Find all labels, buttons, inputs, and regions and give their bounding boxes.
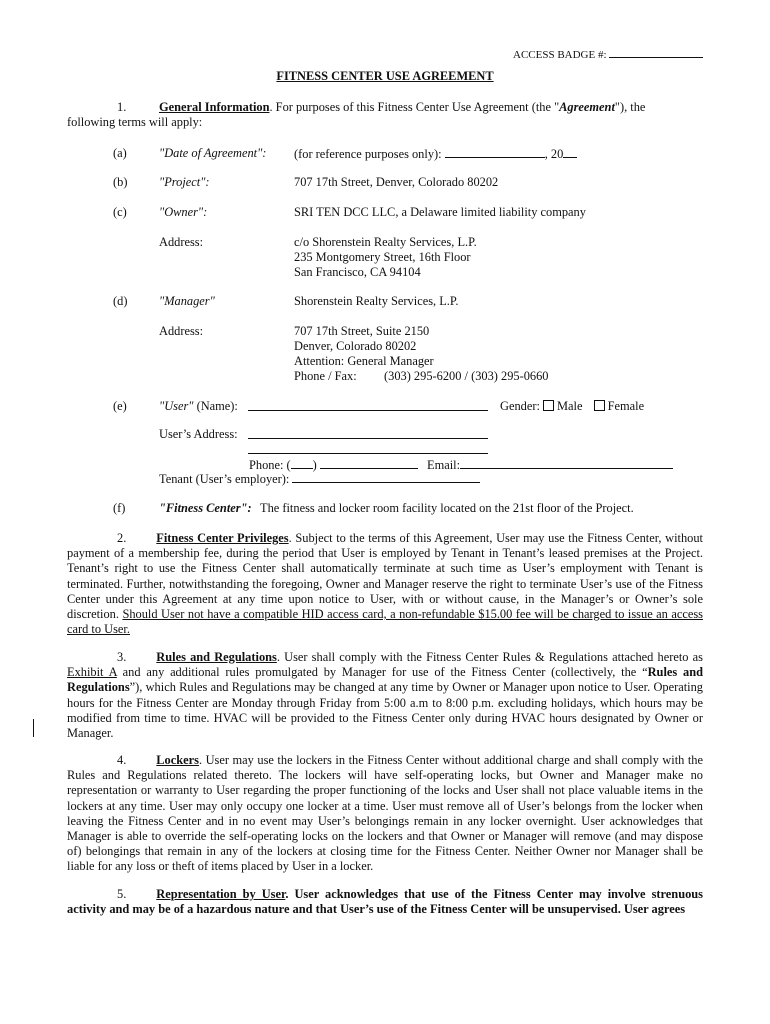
- male-label: Male: [557, 399, 583, 413]
- section1-intro: General Information. For purposes of this Fitness Center Use Agreement (the "Agreement"), the: [159, 100, 646, 114]
- owner-value: SRI TEN DCC LLC, a Delaware limited liability company: [294, 205, 586, 219]
- item-f-term: "Fitness Center":: [159, 501, 252, 515]
- section2-underlined: Should User not have a compatible HID access card, a non-refundable $15.00 fee will be charged to issue an access card to User.: [67, 607, 703, 637]
- section1-intro-line2: following terms will apply:: [67, 115, 203, 129]
- item-a-term: "Date of Agreement":: [159, 146, 267, 160]
- date-blank[interactable]: [445, 146, 545, 158]
- section5-number: 5.: [117, 887, 127, 901]
- manager-address-line-1: 707 17th Street, Suite 2150: [294, 324, 430, 338]
- phone-number-blank[interactable]: [320, 457, 418, 469]
- item-f-letter: (f): [113, 501, 126, 515]
- item-b-letter: (b): [113, 175, 128, 189]
- section2-number: 2.: [117, 531, 127, 545]
- item-a-letter: (a): [113, 146, 127, 160]
- section2-heading: Fitness Center Privileges: [156, 531, 289, 545]
- year-blank[interactable]: [563, 146, 577, 158]
- item-e-letter: (e): [113, 399, 127, 413]
- email-blank[interactable]: [460, 457, 673, 469]
- access-badge-blank[interactable]: [609, 46, 703, 58]
- manager-phone-fax-label: Phone / Fax:: [294, 369, 357, 383]
- manager-value: Shorenstein Realty Services, L.P.: [294, 294, 459, 308]
- item-d-letter: (d): [113, 294, 128, 308]
- agreement-term: Agreement: [559, 100, 615, 114]
- owner-address-line-2: 235 Montgomery Street, 16th Floor: [294, 250, 471, 264]
- area-code-blank[interactable]: [291, 457, 313, 469]
- section3-number: 3.: [117, 650, 127, 664]
- revision-bar: [33, 719, 34, 737]
- manager-phone-fax-value: (303) 295-6200 / (303) 295-0660: [384, 369, 549, 383]
- document-title: FITNESS CENTER USE AGREEMENT: [276, 69, 494, 83]
- section5-paragraph: 5. Representation by User. User acknowledges that use of the Fitness Center may involve strenuous activity and may be of a hazardous nature and that User’s use of the Fitness Center will be unsupervised. User agrees: [67, 887, 703, 917]
- female-label: Female: [607, 399, 645, 413]
- item-d-term: "Manager": [159, 294, 215, 308]
- item-c-letter: (c): [113, 205, 127, 219]
- user-address-label: User’s Address:: [159, 427, 238, 441]
- manager-address-line-3: Attention: General Manager: [294, 354, 434, 368]
- exhibit-a-link[interactable]: Exhibit A: [67, 665, 117, 680]
- section5-heading: Representation by User: [156, 887, 286, 901]
- female-checkbox[interactable]: [594, 400, 605, 411]
- owner-address-line-1: c/o Shorenstein Realty Services, L.P.: [294, 235, 477, 249]
- section4-paragraph: 4. Lockers. User may use the lockers in the Fitness Center without additional charge and shall comply with the Rules and Regulations related thereto. The lockers will have self-operating locks, but Owner and Manager make no representation or warranty to User regarding the proper functioning of the locks and User shall not place valuable items in the lockers at any time. User may only occupy one locker at a time. User must remove all of User’s belongs from the locker when leaving the Fitness Center and in no event may User’s belongings remain in any locker overnight. User acknowledges that Manager is able to override the self-operating locks on the lockers and that Owner or Manager will remove (and may dispose of) belongings that remain in any of the lockers at closing time for the Fitness Center. Neither Owner nor Manager shall be liable for any loss or theft of items placed by User in a locker.: [67, 753, 703, 874]
- male-checkbox[interactable]: [543, 400, 554, 411]
- item-b-term: "Project":: [159, 175, 210, 189]
- gender-field: [500, 399, 644, 414]
- section3-paragraph: 3. Rules and Regulations. User shall comply with the Fitness Center Rules & Regulations attached hereto as Exhibit A and any additional rules promulgated by Manager for use of the Fitness Center (collectively, the “Rules and Regulations”), which Rules and Regulations may be changed at any time by Owner or Manager upon notice to User. Operating hours for the Fitness Center are Monday through Friday from 5:00 a.m to 8:00 p.m. excluding holidays, which hours may be modified from time to time. HVAC will be provided to the Fitness Center only during HVAC hours designated by Owner or Manager.: [67, 650, 703, 741]
- section4-heading: Lockers: [156, 753, 199, 767]
- access-badge-field: [513, 46, 703, 63]
- tenant-label: Tenant (User’s employer):: [159, 472, 290, 486]
- owner-address-label: Address:: [159, 235, 204, 249]
- user-name-label: "User" (Name):: [159, 399, 238, 413]
- tenant-blank[interactable]: [292, 471, 480, 483]
- item-c-term: "Owner":: [159, 205, 208, 219]
- fitness-center-value: The fitness and locker room facility located on the 21st floor of the Project.: [260, 501, 634, 515]
- access-badge-label: ACCESS BADGE #:: [513, 49, 607, 61]
- section4-number: 4.: [117, 753, 127, 767]
- user-phone-field: Phone: ( ): [249, 457, 418, 473]
- tenant-field: [159, 471, 480, 487]
- manager-address-line-2: Denver, Colorado 80202: [294, 339, 417, 353]
- email-label: Email:: [427, 458, 461, 472]
- gender-label: Gender:: [500, 399, 540, 413]
- manager-address-label: Address:: [159, 324, 204, 338]
- rules-term: Rules and Regulations: [67, 665, 703, 695]
- user-name-field[interactable]: [248, 399, 488, 415]
- project-value: 707 17th Street, Denver, Colorado 80202: [294, 175, 499, 189]
- owner-address-line-3: San Francisco, CA 94104: [294, 265, 421, 279]
- section2-paragraph: 2. Fitness Center Privileges. Subject to the terms of this Agreement, User may use the Fitness Center, without payment of a membership fee, during the period that User is employed by Tenant in Tenant’s leased premises at the Project. Tenant’s right to use the Fitness Center shall automatically terminate at such time as User’s employment with Tenant is terminated. Further, notwithstanding the foregoing, Owner and Manager reserve the right to terminate User’s use of the Fitness Center under this Agreement at any time upon notice to User, with or without cause, in the Manager’s or Owner’s sole discretion. Should User not have a compatible HID access card, a non-refundable $15.00 fee will be charged to issue an access card to User.: [67, 531, 703, 637]
- user-address-field-2[interactable]: [248, 442, 488, 458]
- section3-heading: Rules and Regulations: [156, 650, 277, 664]
- section1-number: 1.: [117, 100, 127, 114]
- user-address-field-1[interactable]: [248, 427, 488, 443]
- section1-heading: General Information: [159, 100, 270, 114]
- date-of-agreement-field: (for reference purposes only): , 20: [294, 146, 577, 162]
- phone-label: Phone: (: [249, 458, 291, 472]
